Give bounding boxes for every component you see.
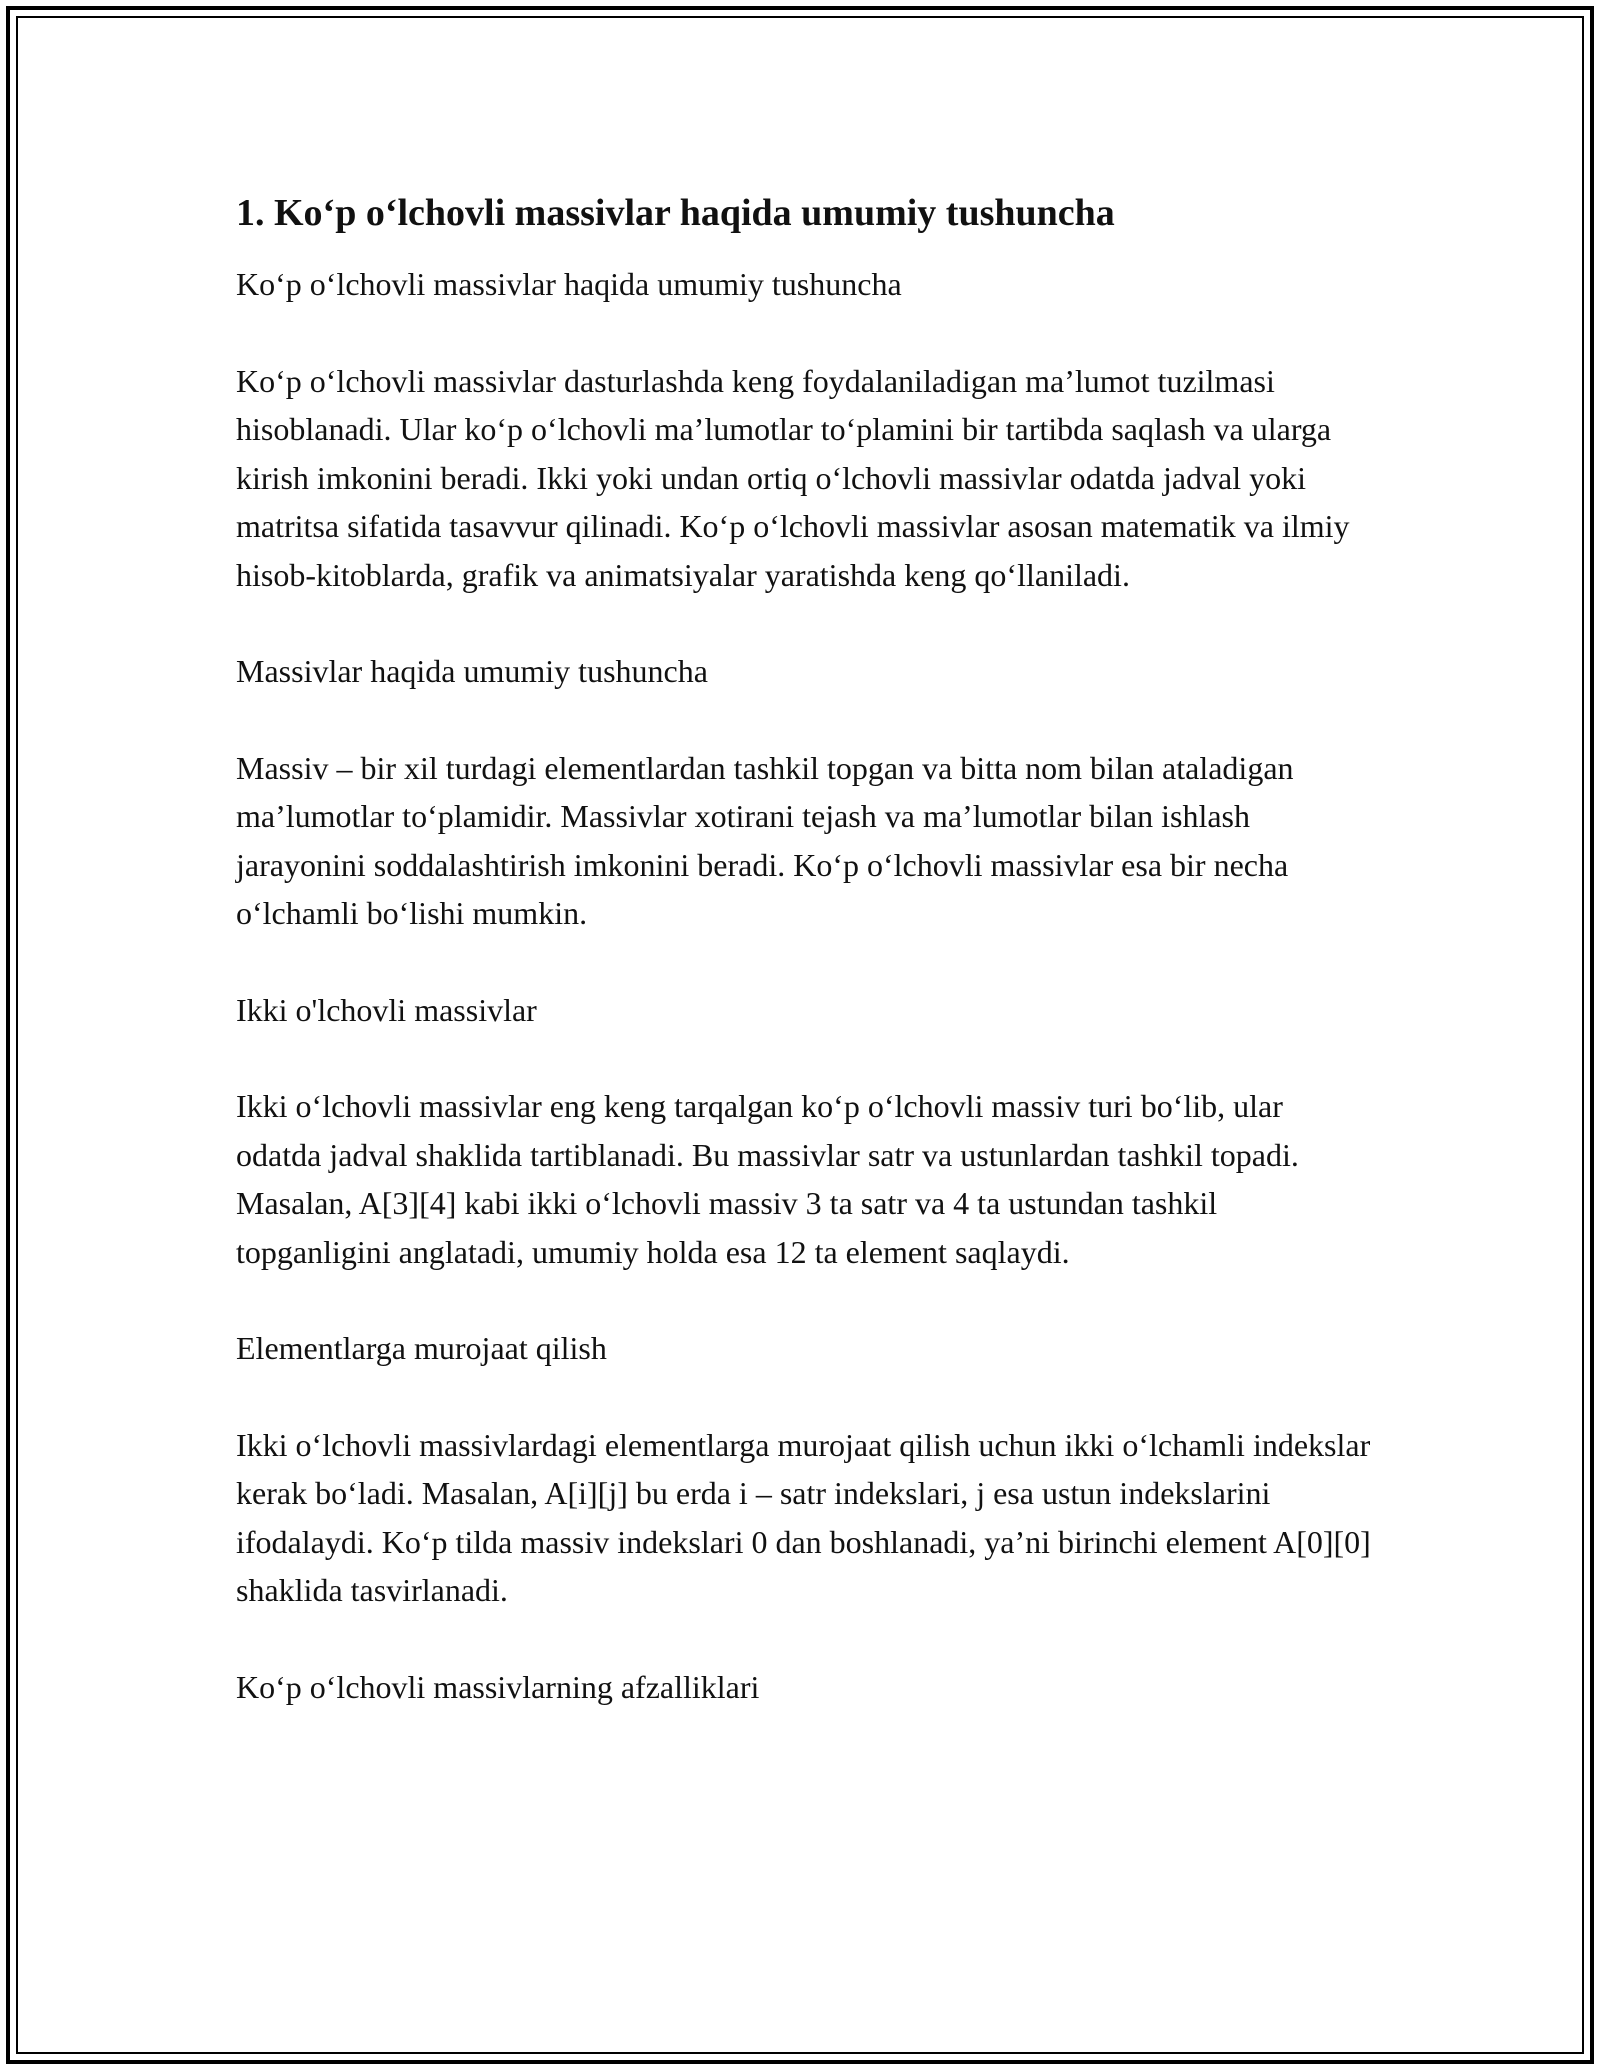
paragraph-intro: Ko‘p o‘lchovli massivlar dasturlashda keng foydalaniladigan ma’lumot tuzilmasi hisoblanadi. Ular ko‘p o‘lchovli ma’lumotlar to‘plamini bir tartibda saqlash va ularga kirish imkonini beradi. Ikki yoki undan ortiq o‘lchovli massivlar odatda jadval yoki matritsa sifatida tasavvur qilinadi. Ko‘p o‘lchovli massivlar asosan matematik va ilmiy hisob-kitoblarda, grafik va animatsiyalar yaratishda keng qo‘llaniladi.	[236, 362, 1350, 593]
subheading-two-dimensional: Ikki o'lchovli massivlar	[236, 991, 537, 1028]
subheading-advantages: Ko‘p o‘lchovli massivlarning afzalliklari	[236, 1668, 760, 1705]
paragraph-two-dimensional: Ikki o‘lchovli massivlar eng keng tarqalgan ko‘p o‘lchovli massiv turi bo‘lib, ular odatda jadval shaklida tartiblanadi. Bu massivlar satr va ustunlardan tashkil topadi. Masalan, A[3][4] kabi ikki o‘lchovli massiv 3 ta satr va 4 ta ustundan tashkil topganligini anglatadi, umumiy holda esa 12 ta element saqlaydi.	[236, 1088, 1299, 1270]
paragraph-element-access: Ikki o‘lchovli massivlardagi elementlarga murojaat qilish uchun ikki o‘lchamli indekslar kerak bo‘ladi. Masalan, A[i][j] bu erda i – satr indekslari, j esa ustun indekslarini ifodalaydi. Ko‘p tilda massiv indekslari 0 dan boshlanadi, ya’ni birinchi element A[0][0] shaklida tasvirlanadi.	[236, 1426, 1371, 1608]
subheading-arrays-overview: Massivlar haqida umumiy tushuncha	[236, 653, 708, 689]
paragraph-array-definition: Massiv – bir xil turdagi elementlardan tashkil topgan va bitta nom bilan ataladigan ma’lumotlar to‘plamidir. Massivlar xotirani tejash va ma’lumotlar bilan ishlash jarayonini soddalashtirish imkonini beradi. Ko‘p o‘lchovli massivlar esa bir necha o‘lchamli bo‘lishi mumkin.	[236, 749, 1294, 931]
document-body	[236, 186, 1376, 1759]
subheading-overview: Ko‘p o‘lchovli massivlar haqida umumiy tushuncha	[236, 266, 902, 302]
document-heading: 1. Ko‘p o‘lchovli massivlar haqida umumiy tushuncha	[236, 192, 1115, 234]
subheading-element-access: Elementlarga murojaat qilish	[236, 1330, 607, 1366]
